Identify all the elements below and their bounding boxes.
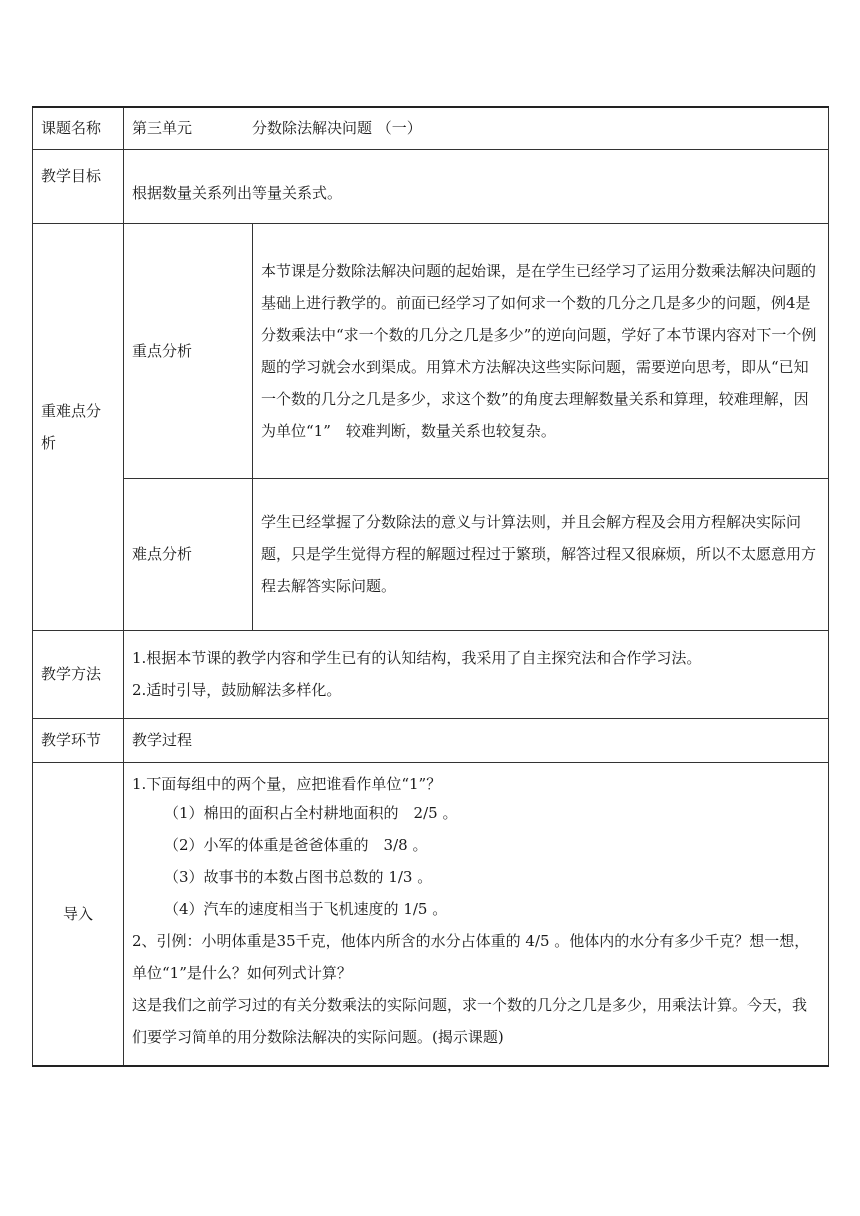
method-text xyxy=(124,630,829,718)
lesson-title: 分数除法解决问题 （一） xyxy=(252,119,422,138)
difficult-point-label: 难点分析 xyxy=(124,478,253,630)
question-title: 1.下面每组中的两个量，应把谁看作单位“1”？ xyxy=(132,774,442,793)
intro-row xyxy=(33,762,829,1066)
key-point-label: 重点分析 xyxy=(124,223,253,478)
topic-label: 课题名称 xyxy=(33,107,124,149)
method-row xyxy=(33,630,829,718)
difficult-point-row xyxy=(33,478,829,630)
question-2: （2）小军的体重是爸爸体重的 3/8 。 xyxy=(164,835,428,854)
goal-label: 教学目标 xyxy=(33,149,124,223)
method-label: 教学方法 xyxy=(33,630,124,718)
key-point-text: 本节课是分数除法解决问题的起始课，是在学生已经学习了运用分数乘法解决问题的基础上进行教学的。前面已经学习了如何求一个数的几分之几是多少的问题，例4是分数乘法中“求一个数的几分之几是多少”的逆向问题，学好了本节课内容对下一个例题的学习就会水到渠成。用算术方法解决这些实际问题，需要逆向思考，即从“已知一个数的几分之几是多少，求这个数”的角度去理解数量关系和算理，较难理解，因为单位“1” 较难判断，数量关系也较复杂。 xyxy=(253,223,829,478)
difficult-point-text: 学生已经掌握了分数除法的意义与计算法则，并且会解方程及会用方程解决实际问题，只是学生觉得方程的解题过程过于繁琐，解答过程又很麻烦，所以不太愿意用方程去解答实际问题。 xyxy=(253,478,829,630)
lesson-plan-table xyxy=(32,106,829,1067)
stage-header-label: 教学环节 xyxy=(33,718,124,762)
goal-text: 根据数量关系列出等量关系式。 xyxy=(124,149,829,223)
intro-content xyxy=(124,762,829,1066)
topic-value xyxy=(124,107,829,149)
question-1: （1）棉田的面积占全村耕地面积的 2/5 。 xyxy=(164,803,458,822)
intro-label: 导入 xyxy=(33,762,124,1066)
topic-row xyxy=(33,107,829,149)
key-point-row xyxy=(33,223,829,478)
method-line-2: 2.适时引导，鼓励解法多样化。 xyxy=(132,681,342,699)
method-line-1: 1.根据本节课的教学内容和学生已有的认知结构，我采用了自主探究法和合作学习法。 xyxy=(132,649,702,667)
stage-header-text: 教学过程 xyxy=(124,718,829,762)
stage-header-row xyxy=(33,718,829,762)
question-4: （4）汽车的速度相当于飞机速度的 1/5 。 xyxy=(164,899,448,918)
example-text: 2、引例：小明体重是35千克，他体内所含的水分占体重的 4/5 。他体内的水分有多少千克？想一想，单位“1”是什么？如何列式计算？ xyxy=(132,931,810,982)
summary-text: 这是我们之前学习过的有关分数乘法的实际问题，求一个数的几分之几是多少，用乘法计算。今天，我们要学习简单的用分数除法解决的实际问题。(揭示课题) xyxy=(132,995,808,1046)
analysis-label: 重难点分析 xyxy=(33,223,124,630)
unit-name: 第三单元 xyxy=(132,119,193,138)
goal-row xyxy=(33,149,829,223)
question-3: （3）故事书的本数占图书总数的 1/3 。 xyxy=(164,867,433,886)
